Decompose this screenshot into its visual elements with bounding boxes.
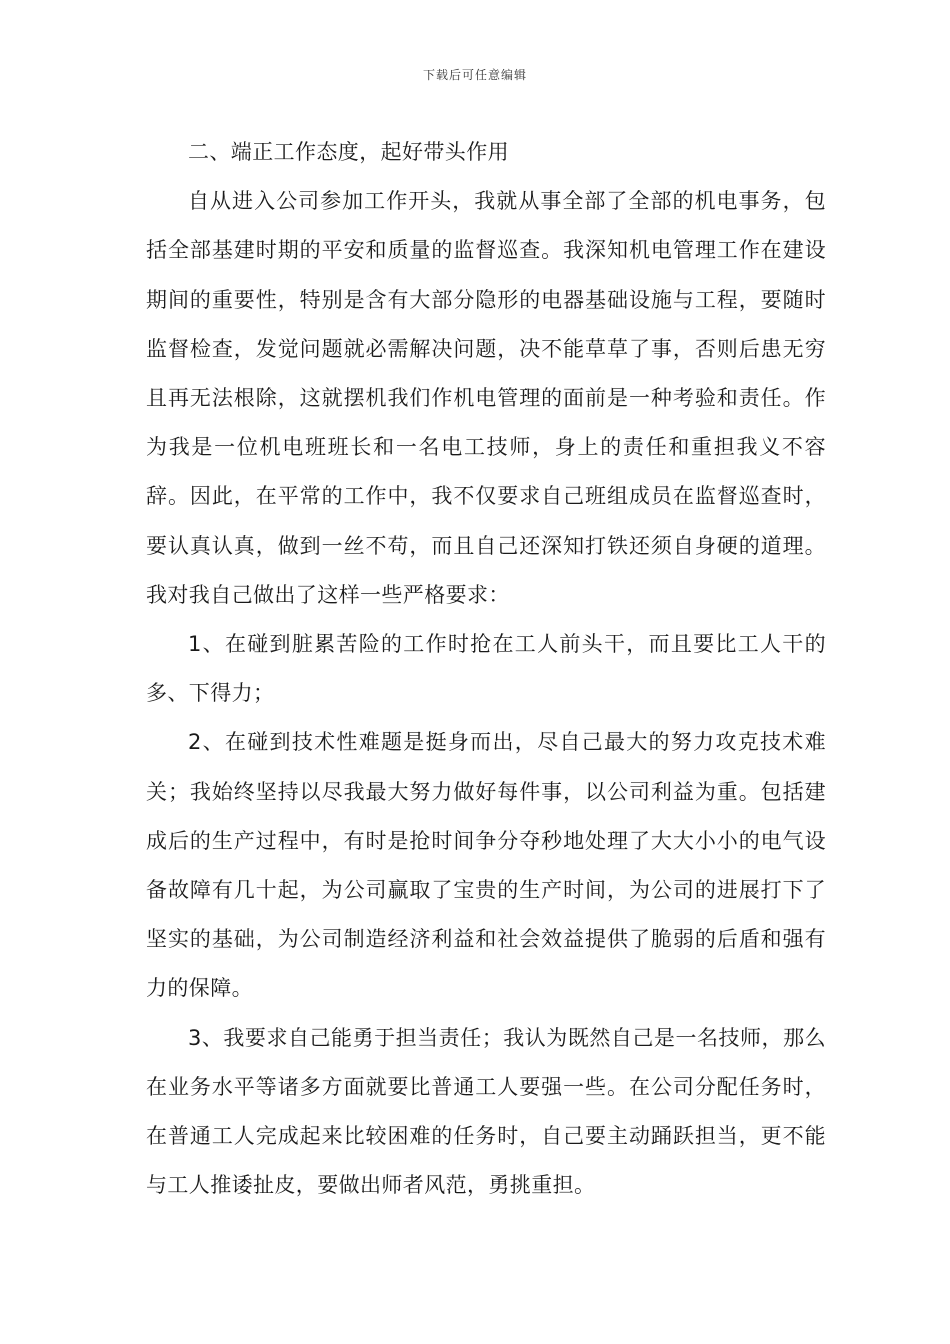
paragraph-item-3: 3、我要求自己能勇于担当责任；我认为既然自己是一名技师，那么在业务水平等诸多方面就要比普通工人要强一些。在公司分配任务时，在普通工人完成起来比较困难的任务时，自己要主动踊跃担当，更不能与工人推诿扯皮，要做出师者风范，勇挑重担。 — [146, 1025, 826, 1198]
section-heading: 二、端正工作态度，起好带头作用 — [188, 140, 509, 164]
paragraph-intro: 自从进入公司参加工作开头，我就从事全部了全部的机电事务，包括全部基建时期的平安和质量的监督巡查。我深知机电管理工作在建设期间的重要性，特别是含有大部分隐形的电器基础设施与工程，要随时监督检查，发觉问题就必需解决问题，决不能草草了事，否则后患无穷且再无法根除，这就摆机我们作机电管理的面前是一种考验和责任。作为我是一位机电班班长和一名电工技师，身上的责任和重担我义不容辞。因此，在平常的工作中，我不仅要求自己班组成员在监督巡查时，要认真认真，做到一丝不苟，而且自己还深知打铁还须自身硬的道理。我对我自己做出了这样一些严格要求： — [146, 189, 826, 607]
document-body — [146, 128, 826, 1210]
paragraph-item-2: 2、在碰到技术性难题是挺身而出，尽自己最大的努力攻克技术难关；我始终坚持以尽我最大努力做好每件事，以公司利益为重。包括建成后的生产过程中，有时是抢时间争分夺秒地处理了大大小小的电气设备故障有几十起，为公司赢取了宝贵的生产时间，为公司的进展打下了坚实的基础，为公司制造经济利益和社会效益提供了脆弱的后盾和强有力的保障。 — [146, 730, 826, 1001]
header-note: 下载后可任意编辑 — [422, 68, 527, 82]
paragraph-item-1: 1、在碰到脏累苦险的工作时抢在工人前头干，而且要比工人干的多、下得力； — [146, 632, 826, 706]
